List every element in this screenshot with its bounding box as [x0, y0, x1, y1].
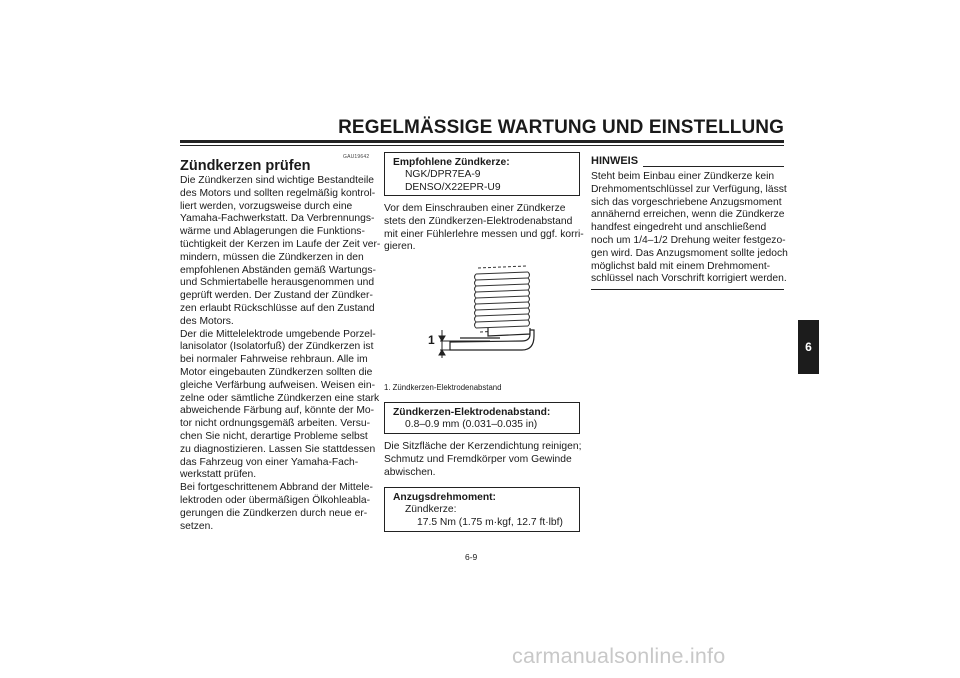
- text-line: mit einer Fühlerlehre messen und ggf. korri-: [384, 228, 584, 240]
- text-line: sich das vorgeschriebene Anzugsmoment: [591, 196, 782, 208]
- text-line: bei normaler Fahrweise rehbraun. Alle im: [180, 354, 368, 366]
- text-line: mindern, müssen die Zündkerzen in den: [180, 251, 364, 263]
- text-line: zelne oder sämtliche Zündkerzen eine stark: [180, 392, 380, 404]
- text-line: gieren.: [384, 241, 416, 253]
- section-code: GAU19642: [343, 154, 370, 160]
- text-line: Der die Mittelelektrode umgebende Porzel-: [180, 328, 376, 340]
- spark-plug-thread-icon: [475, 266, 530, 332]
- text-line: abweichende Färbung auf, könnte der Mo-: [180, 405, 375, 417]
- text-line: Die Sitzfläche der Kerzendichtung reinigen;: [384, 441, 582, 452]
- watermark[interactable]: carmanualsonline.info: [512, 644, 726, 668]
- callout-number: 1: [428, 333, 435, 347]
- page-number: 6-9: [465, 552, 478, 562]
- text-line: und Schmiertabelle herausgenommen und: [180, 277, 375, 289]
- text-line: empfohlenen Abständen gemäß Wartungs-: [180, 264, 376, 276]
- section-title: Zündkerzen prüfen: [180, 158, 311, 174]
- note-rule: [643, 166, 784, 167]
- text-line: Yamaha-Fachwerkstatt. Da Verbrennungs-: [180, 213, 375, 225]
- gap-check-paragraph: [384, 203, 584, 254]
- note-rule-bottom: [591, 289, 784, 290]
- text-line: geprüft werden. Der Zustand der Zündker-: [180, 290, 373, 302]
- text-line: liert werden, vorzugsweise durch eine: [180, 200, 353, 212]
- text-line: tor nicht ordnungsgemäß arbeiten. Versu-: [180, 418, 371, 430]
- text-line: annähernd erreichen, wenn die Zündkerze: [591, 209, 785, 221]
- note-body: [591, 171, 788, 286]
- figure-caption: 1. Zündkerzen-Elektrodenabstand: [384, 383, 502, 392]
- text-line: gen wird. Das Anzugsmoment sollte jedoch: [591, 247, 788, 259]
- text-line: gerungen die Zündkerzen durch neue er-: [180, 507, 368, 519]
- text-line: setzen.: [180, 520, 214, 532]
- note-title: HINWEIS: [591, 155, 639, 167]
- chapter-tab[interactable]: 6: [798, 320, 819, 374]
- text-line: des Motors und sollten regelmäßig kontrol-: [180, 187, 376, 199]
- text-line: Schmutz und Fremdkörper vom Gewinde: [384, 453, 572, 465]
- text-line: Die Zündkerzen sind wichtige Bestandteile: [180, 175, 375, 186]
- text-line: tüchtigkeit der Kerzen im Laufe der Zeit ver-: [180, 238, 381, 250]
- text-line: zen erlaubt Rückschlüsse auf den Zustand: [180, 302, 375, 314]
- text-line: zu diagnostizieren. Lassen Sie stattdessen: [180, 443, 376, 455]
- spark-plug-spec-box: [384, 152, 580, 196]
- header-rule-thin: [180, 145, 784, 146]
- spark-plug-spec-item: NGK/DPR7EA-9: [405, 169, 481, 181]
- text-line: handfest eingedreht und anschließend: [591, 222, 767, 234]
- page-header-title: REGELMÄSSIGE WARTUNG UND EINSTELLUNG: [338, 117, 784, 138]
- text-line: schlüssel nach Vorschrift korrigiert werden.: [591, 273, 787, 285]
- torque-spec-box: [384, 487, 580, 532]
- text-line: gleiche Verfärbung aufweisen. Weisen ein-: [180, 379, 375, 391]
- spark-plug-spec-title: Empfohlene Zündkerze:: [393, 157, 510, 168]
- section-body: [180, 175, 380, 533]
- spark-plug-gap-diagram: [430, 262, 540, 377]
- cleaning-paragraph: [384, 441, 581, 479]
- header-rule: [180, 140, 784, 143]
- text-line: lanisolator (Isolatorfuß) der Zündkerzen ist: [180, 341, 374, 353]
- ground-electrode-icon: [450, 328, 534, 350]
- text-line: Motor eingebauten Zündkerzen sollten die: [180, 366, 373, 378]
- text-line: wärme und Ablagerungen die Funktions-: [180, 226, 365, 238]
- text-line: abwischen.: [384, 466, 436, 478]
- gap-spec-value: 0.8–0.9 mm (0.031–0.035 in): [405, 419, 538, 431]
- text-line: des Motors.: [180, 315, 234, 327]
- text-line: Bei fortgeschrittenem Abbrand der Mittele-: [180, 482, 373, 494]
- text-line: Steht beim Einbau einer Zündkerze kein: [591, 171, 775, 182]
- torque-spec-item: Zündkerze:: [405, 504, 457, 516]
- text-line: möglichst bald mit einem Drehmoment-: [591, 260, 771, 272]
- torque-spec-value: 17.5 Nm (1.75 m·kgf, 12.7 ft·lbf): [417, 516, 563, 528]
- text-line: Vor dem Einschrauben einer Zündkerze: [384, 203, 566, 214]
- text-line: lektroden oder übermäßigen Ölkohleabla-: [180, 494, 371, 506]
- text-line: chen Sie nicht, derartige Probleme selbst: [180, 430, 368, 442]
- gap-spec-title: Zündkerzen-Elektrodenabstand:: [393, 407, 551, 418]
- text-line: noch um 1/4–1/2 Drehung weiter festgezo-: [591, 234, 786, 246]
- torque-spec-title: Anzugsdrehmoment:: [393, 492, 496, 503]
- spark-plug-spec-item: DENSO/X22EPR-U9: [405, 181, 501, 193]
- gap-spec-box: [384, 402, 580, 434]
- text-line: stets den Zündkerzen-Elektrodenabstand: [384, 215, 573, 227]
- text-line: werkstatt prüfen.: [180, 469, 257, 481]
- text-line: das Fahrzeug von einer Yamaha-Fach-: [180, 456, 359, 468]
- text-line: Drehmomentschlüssel zur Verfügung, lässt: [591, 183, 787, 195]
